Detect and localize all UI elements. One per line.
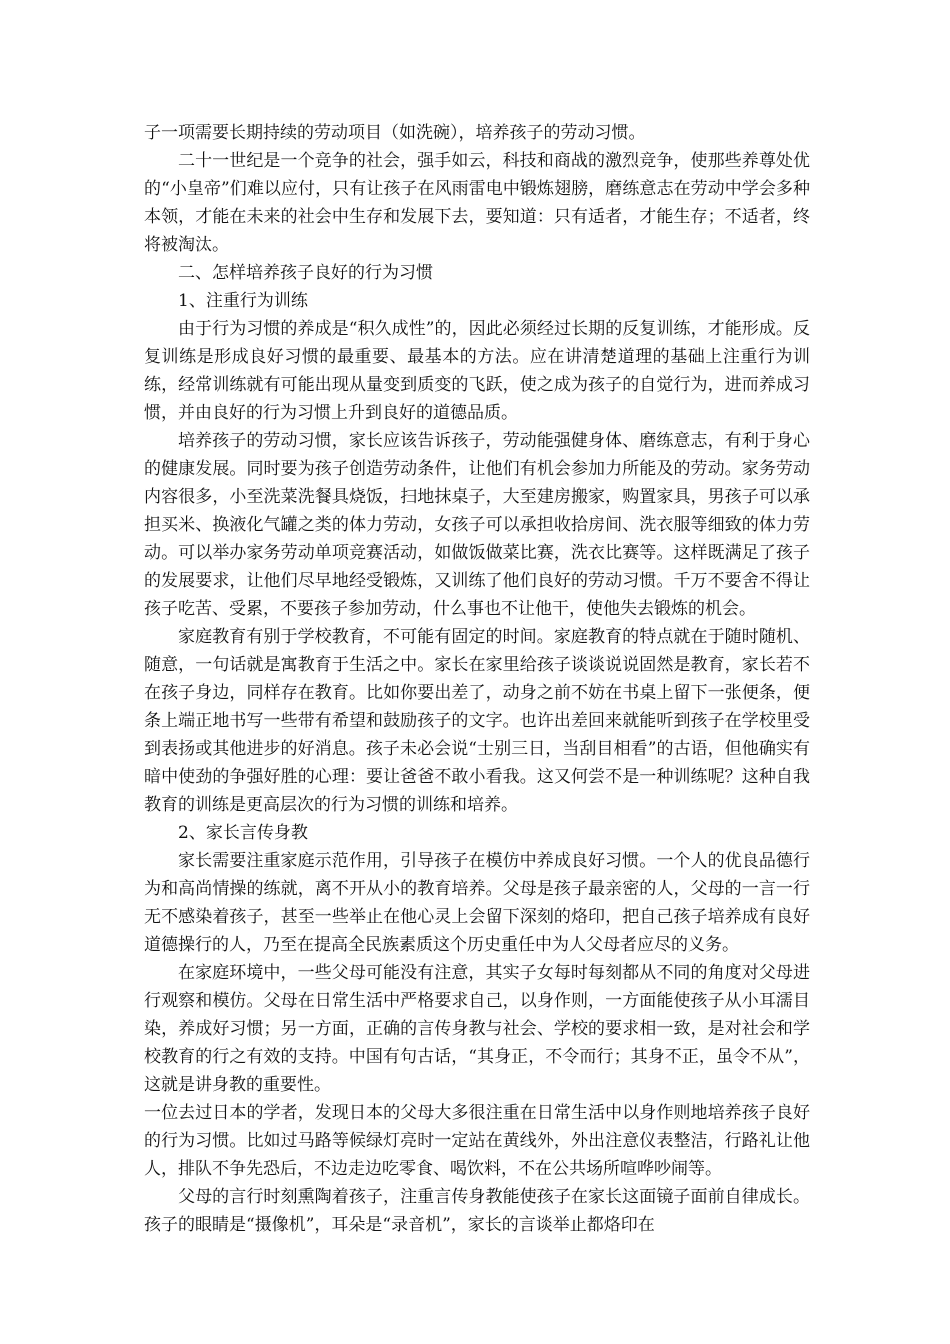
paragraph-8: 一位去过日本的学者，发现日本的父母大多很注重在日常生活中以身作则地培养孩子良好的行为习惯。比如过马路等候绿灯亮时一定站在黄线外，外出注意仪表整洁，行路礼让他人，排队不争先恐后，不边走边吃零食、喝饮料，不在公共场所喧哗吵闹等。 xyxy=(144,1103,810,1179)
paragraph-9: 父母的言行时刻熏陶着孩子，注重言传身教能使孩子在家长这面镜子面前自律成长。孩子的眼睛是“摄像机”，耳朵是“录音机”，家长的言谈举止都烙印在 xyxy=(144,1187,810,1235)
section-heading-2: 二、怎样培养孩子良好的行为习惯 xyxy=(178,263,433,283)
paragraph-1: 子一项需要长期持续的劳动项目（如洗碗），培养孩子的劳动习惯。 xyxy=(144,123,646,143)
paragraph-6: 家长需要注重家庭示范作用，引导孩子在模仿中养成良好习惯。一个人的优良品德行为和高尚情操的练就，离不开从小的教育培养。父母是孩子最亲密的人，父母的一言一行无不感染着孩子，甚至一些举止在他心灵上会留下深刻的烙印，把自己孩子培养成有良好道德操行的人，乃至在提高全民族素质这个历史重任中为人父母者应尽的义务。 xyxy=(144,851,810,955)
paragraph-3: 由于行为习惯的养成是“积久成性”的，因此必须经过长期的反复训练，才能形成。反复训练是形成良好习惯的最重要、最基本的方法。应在讲清楚道理的基础上注重行为训练，经常训练就有可能出现从量变到质变的飞跃，使之成为孩子的自觉行为，进而养成习惯，并由良好的行为习惯上升到良好的道德品质。 xyxy=(144,319,810,423)
paragraph-4: 培养孩子的劳动习惯，家长应该告诉孩子，劳动能强健身体、磨练意志，有利于身心的健康发展。同时要为孩子创造劳动条件，让他们有机会参加力所能及的劳动。家务劳动内容很多，小至洗菜洗餐具烧饭，扫地抹桌子，大至建房搬家，购置家具，男孩子可以承担买米、换液化气罐之类的体力劳动，女孩子可以承担收拾房间、洗衣服等细致的体力劳动。可以举办家务劳动单项竞赛活动，如做饭做菜比赛，洗衣比赛等。这样既满足了孩子的发展要求，让他们尽早地经受锻炼，又训练了他们良好的劳动习惯。千万不要舍不得让孩子吃苦、受累，不要孩子参加劳动，什么事也不让他干，使他失去锻炼的机会。 xyxy=(144,431,810,619)
subheading-2: 2、家长言传身教 xyxy=(178,823,308,843)
paragraph-5: 家庭教育有别于学校教育，不可能有固定的时间。家庭教育的特点就在于随时随机、随意，一句话就是寓教育于生活之中。家长在家里给孩子谈谈说说固然是教育，家长若不在孩子身边，同样存在教育。比如你要出差了，动身之前不妨在书桌上留下一张便条，便条上端正地书写一些带有希望和鼓励孩子的文字。也许出差回来就能听到孩子在学校里受到表扬或其他进步的好消息。孩子未必会说“士别三日，当刮目相看”的古语，但他确实有暗中使劲的争强好胜的心理：要让爸爸不敢小看我。这又何尝不是一种训练呢？这种自我教育的训练是更高层次的行为习惯的训练和培养。 xyxy=(144,627,810,815)
subheading-1: 1、注重行为训练 xyxy=(178,291,308,311)
document-page xyxy=(144,119,810,1239)
paragraph-2: 二十一世纪是一个竞争的社会，强手如云，科技和商战的激烈竞争，使那些养尊处优的“小皇帝”们难以应付，只有让孩子在风雨雷电中锻炼翅膀，磨练意志在劳动中学会多种本领，才能在未来的社会中生存和发展下去，要知道：只有适者，才能生存；不适者，终将被淘汰。 xyxy=(144,151,810,255)
paragraph-7: 在家庭环境中，一些父母可能没有注意，其实子女每时每刻都从不同的角度对父母进行观察和模仿。父母在日常生活中严格要求自己，以身作则，一方面能使孩子从小耳濡目染，养成好习惯；另一方面，正确的言传身教与社会、学校的要求相一致，是对社会和学校教育的行之有效的支持。中国有句古话，“其身正，不令而行；其身不正，虽令不从”，这就是讲身教的重要性。 xyxy=(144,963,810,1095)
